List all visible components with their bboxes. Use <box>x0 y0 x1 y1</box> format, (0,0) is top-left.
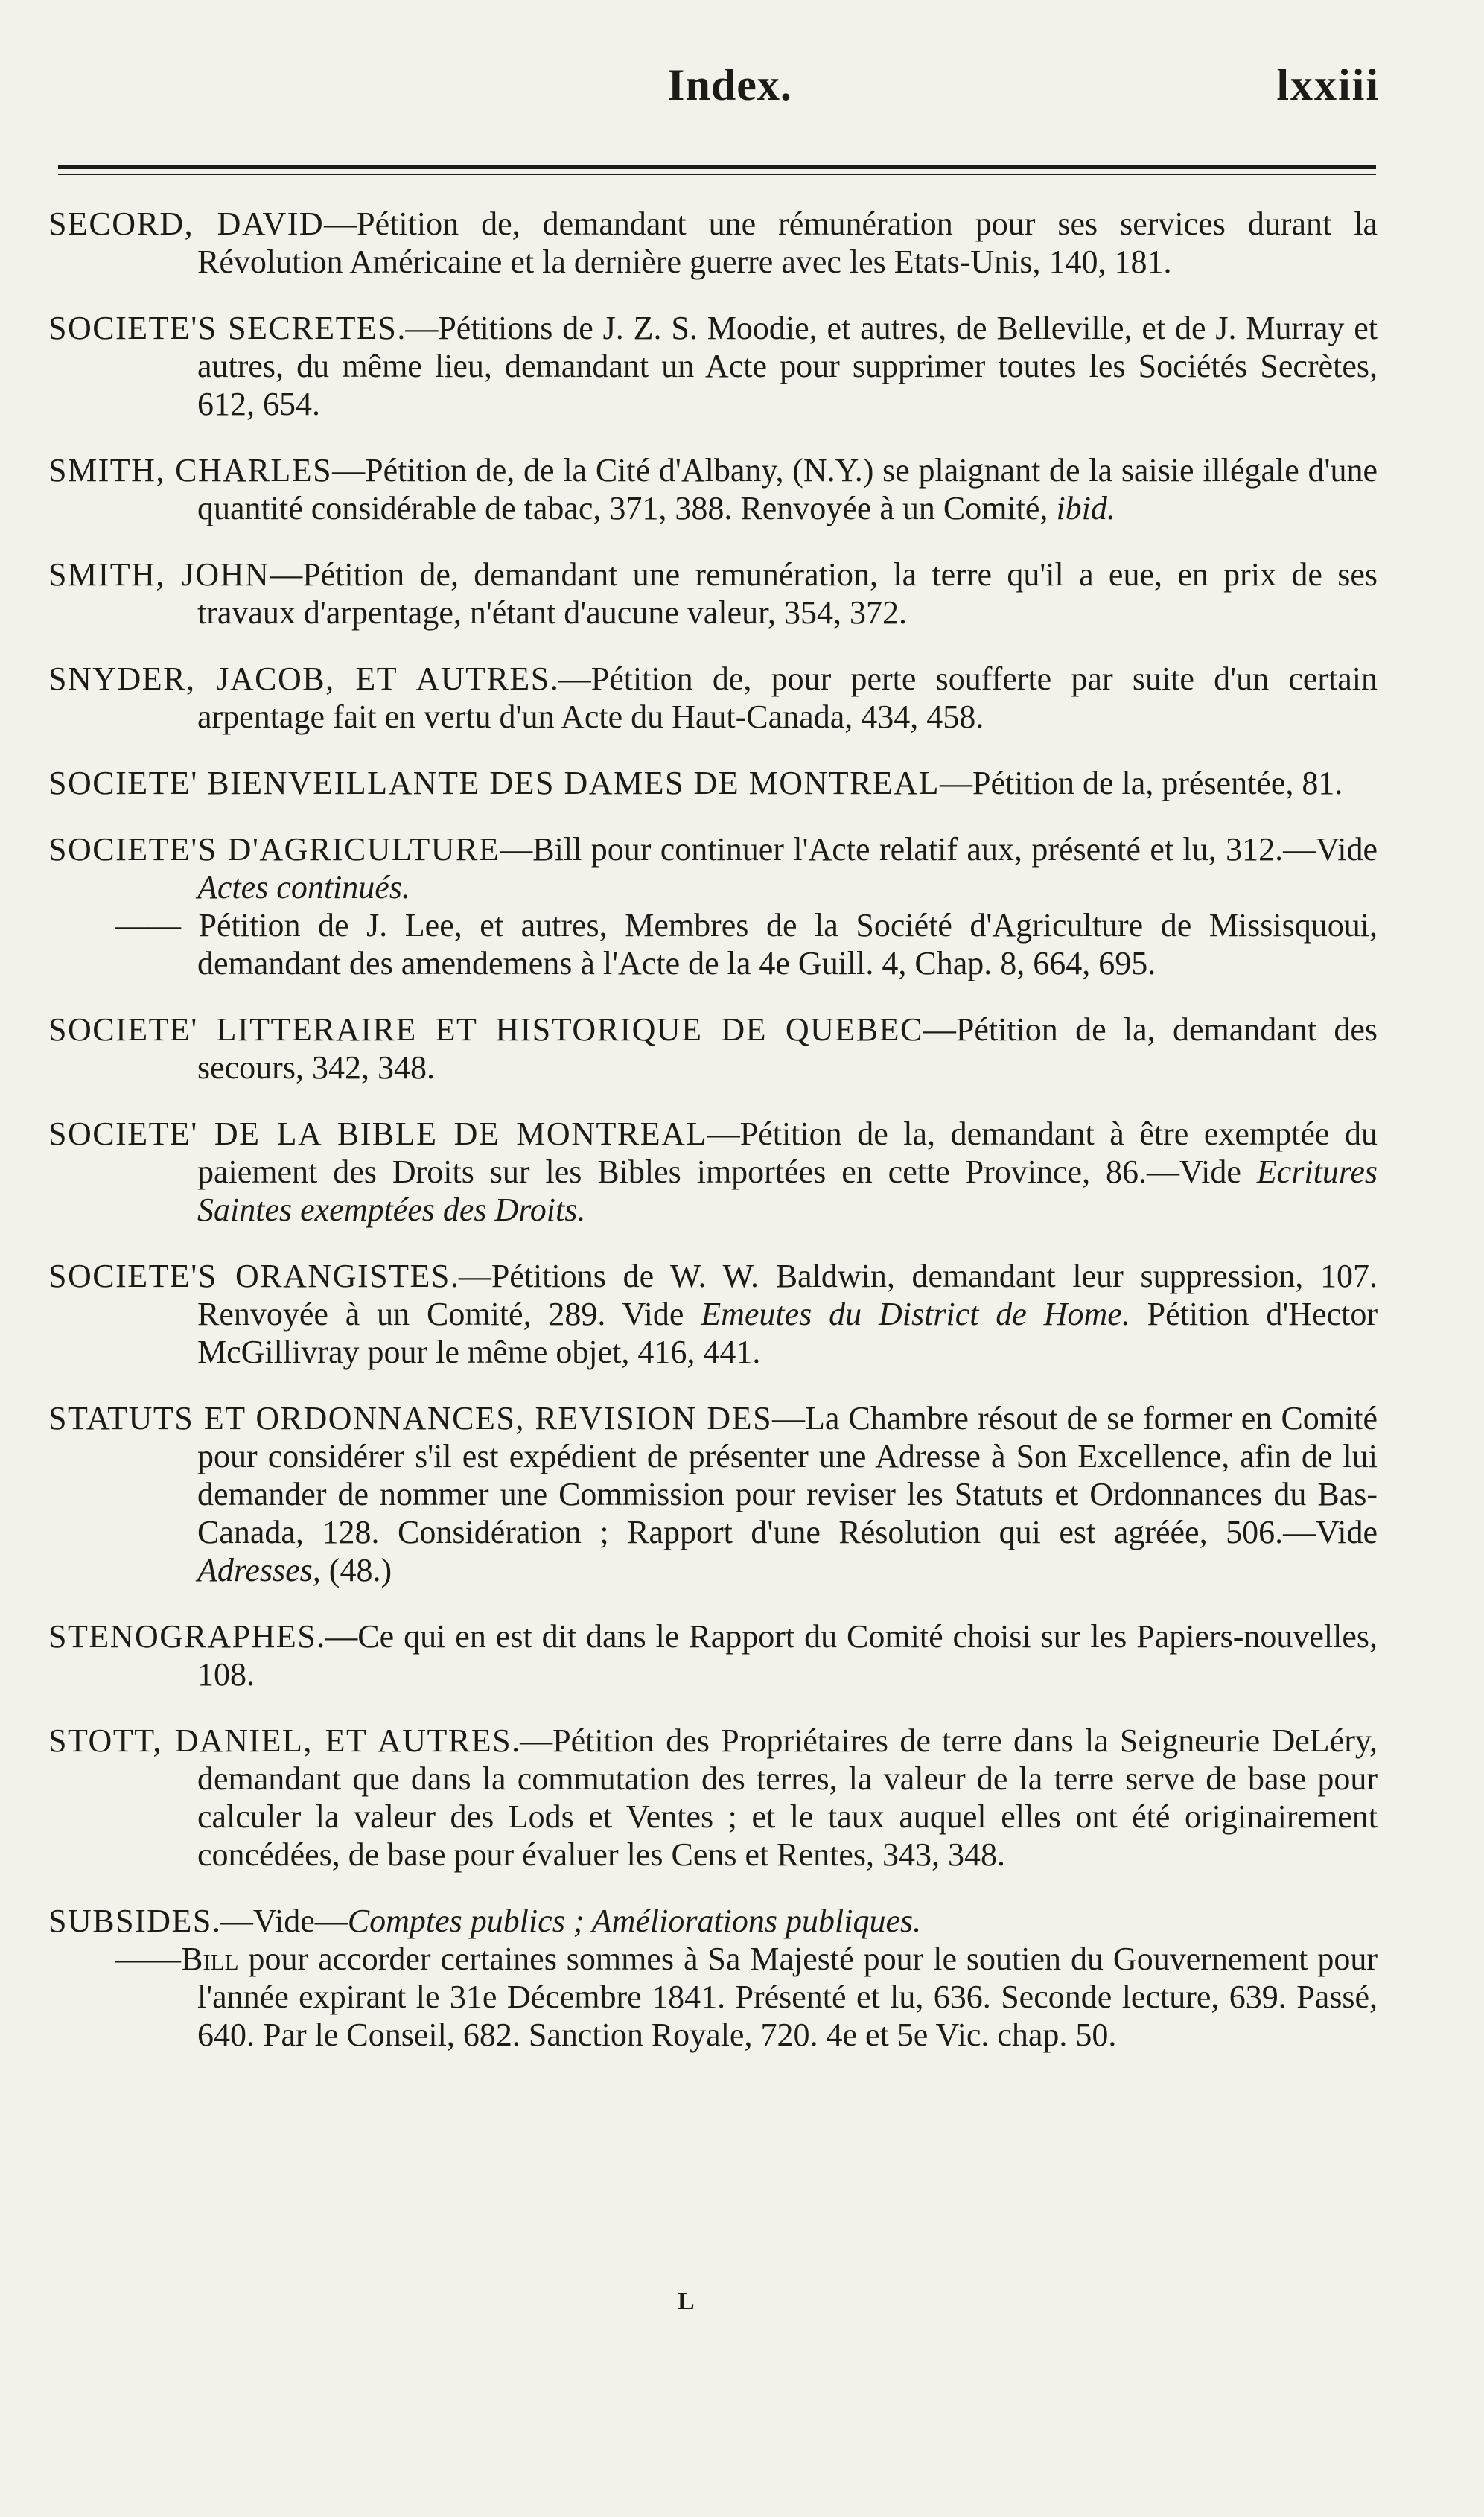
entry-heading: SOCIETE' LITTERAIRE ET HISTORIQUE DE QUEBEC <box>48 1011 923 1048</box>
entry-heading: STOTT, DANIEL, ET AUTRES <box>48 1722 512 1759</box>
entry-italic-ref: Ecritures Saintes exemptées des Droits. <box>197 1154 1378 1228</box>
entry-italic-ref: Emeutes du District de Home. <box>701 1296 1130 1332</box>
entry-heading: SOCIETE' DE LA BIBLE DE MONTREAL <box>48 1116 707 1152</box>
entry-heading: SUBSIDES <box>48 1903 212 1939</box>
entry-heading: STATUTS ET ORDONNANCES, REVISION DES <box>48 1400 773 1436</box>
entry-heading: SOCIETE' BIENVEILLANTE DES DAMES DE MONTREAL <box>48 765 940 801</box>
entry-italic-ref: Comptes publics ; Améliorations publiques. <box>347 1903 922 1939</box>
index-entry <box>48 1011 1378 1086</box>
entry-text: .—Vide— <box>211 1903 348 1939</box>
entry-heading: STENOGRAPHES <box>48 1618 317 1655</box>
page-title: Index. <box>667 60 792 109</box>
entry-heading: SECORD, DAVID <box>48 206 325 242</box>
index-entry-group <box>48 1902 1378 2054</box>
entry-text: .—Pétitions de W. W. Baldwin, demandant leur suppression, 107. Renvoyée à un Comité, 289. Vide <box>197 1258 1378 1332</box>
entry-heading: SNYDER, JACOB, ET AUTRES <box>48 661 550 697</box>
entry-heading: SMITH, CHARLES <box>48 452 333 489</box>
entry-text: —La Chambre résout de se former en Comité pour considérer s'il est expédient de présenter une Adresse à Son Excellence, afin de lui demander de nommer une Commission pour reviser les Statuts et Ordonnances du Bas-Canada, 128. Considération ; Rapport d'une Résolution qui est agréée, 506.—Vide <box>197 1400 1378 1550</box>
index-entry <box>48 830 1378 906</box>
index-entry <box>48 1722 1378 1874</box>
index-subentry: —— Pétition de J. Lee, et autres, Membres de la Société d'Agriculture de Missisquoui, demandant des amendemens à l'Acte de la 4e Guill. 4, Chap. 8, 664, 695. <box>115 907 1378 981</box>
index-entry <box>48 1399 1378 1589</box>
index-entry <box>48 1617 1378 1693</box>
entry-text-tail: Pétition d'Hector McGillivray pour le même objet, 416, 441. <box>197 1296 1378 1370</box>
entry-text: —Bill pour continuer l'Acte relatif aux, présenté et lu, 312.—Vide <box>500 831 1378 868</box>
entry-italic-ref: Adresses, <box>197 1552 321 1588</box>
index-entry <box>48 1115 1378 1229</box>
entry-text: —Pétition de, demandant une remunération, la terre qu'il a eue, en prix de ses travaux d'arpentage, n'étant d'aucune valeur, 354, 372. <box>197 556 1378 631</box>
entry-text: —Pétition de, demandant une rémunération pour ses services durant la Révolution Américaine et la dernière guerre avec les Etats-Unis, 140, 181. <box>197 206 1378 280</box>
entry-italic-ref: Actes continués. <box>197 869 410 906</box>
entry-heading: SOCIETE'S SECRETES <box>48 310 398 346</box>
index-entry <box>48 451 1378 527</box>
index-entry-group <box>48 830 1378 982</box>
index-entry <box>48 660 1378 736</box>
entry-text: .—Pétition de, pour perte soufferte par suite d'un certain arpentage fait en vertu d'un Acte du Haut-Canada, 434, 458. <box>197 661 1378 735</box>
index-entry <box>48 556 1378 631</box>
entry-text: .—Pétitions de J. Z. S. Moodie, et autres, de Belleville, et de J. Murray et autres, du même lieu, demandant un Acte pour supprimer toutes les Sociétés Secrètes, 612, 654. <box>197 310 1378 422</box>
page-header <box>0 52 1484 141</box>
index-entry <box>48 764 1378 802</box>
signature-mark: L <box>678 2288 695 2315</box>
entry-italic-ref: ibid. <box>1056 490 1115 526</box>
entry-text: —Pétition de, de la Cité d'Albany, (N.Y.) se plaignant de la saisie illégale d'une quantité considérable de tabac, 371, 388. Renvoyée à un Comité, <box>197 452 1378 526</box>
entry-text: —Pétition de la, demandant des secours, 342, 348. <box>197 1011 1378 1086</box>
entry-heading: SOCIETE'S D'AGRICULTURE <box>48 831 500 868</box>
entry-text: .—Ce qui en est dit dans le Rapport du Comité choisi sur les Papiers-nouvelles, 108. <box>197 1618 1378 1693</box>
index-entry <box>48 1902 1378 1940</box>
entry-text: —Pétition de la, présentée, 81. <box>940 765 1343 801</box>
index-entry <box>48 1257 1378 1371</box>
subentry-text: pour accorder certaines sommes à Sa Majesté pour le soutien du Gouvernement pour l'année expirant le 31e Décembre 1841. Présenté et lu, 636. Seconde lecture, 639. Passé, 640. Par le Conseil, 682. Sanction Royale, 720. 4e et 5e Vic. chap. 50. <box>197 1941 1378 2053</box>
index-entries <box>48 205 1378 2082</box>
header-rule-thick <box>58 165 1376 169</box>
subentry-lead: ——Bill <box>115 1941 239 1977</box>
entry-heading: SOCIETE'S ORANGISTES <box>48 1258 450 1294</box>
index-entry <box>48 309 1378 423</box>
index-subentry <box>48 1940 1378 2054</box>
header-rule-thin <box>58 174 1376 175</box>
entry-text-tail: (48.) <box>320 1552 392 1588</box>
entry-text: .—Pétition des Propriétaires de terre dans la Seigneurie DeLéry, demandant que dans la commutation des terres, la valeur de la terre serve de base pour calculer la valeur des Lods et Ventes ; et le taux auquel elles ont été originairement concédées, de base pour évaluer les Cens et Rentes, 343, 348. <box>197 1722 1378 1873</box>
page-number: lxxiii <box>1276 60 1380 109</box>
entry-heading: SMITH, JOHN <box>48 556 270 593</box>
index-entry <box>48 205 1378 281</box>
entry-text: —Pétition de la, demandant à être exemptée du paiement des Droits sur les Bibles importées en cette Province, 86.—Vide <box>197 1116 1378 1190</box>
